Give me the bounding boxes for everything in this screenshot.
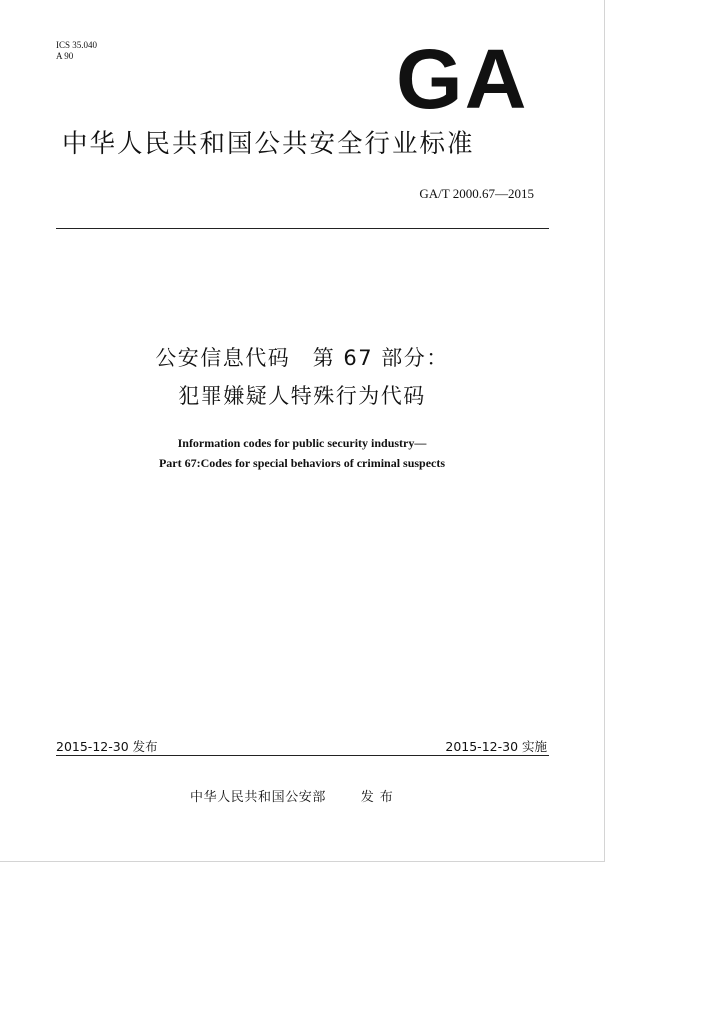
standard-number: GA/T 2000.67—2015 <box>419 186 534 201</box>
chinese-title-line1: 公安信息代码 第 67 部分： <box>155 346 449 370</box>
chinese-title-line2: 犯罪嫌疑人特殊行为代码 <box>178 384 426 408</box>
standard-body-title: 中华人民共和国公共安全行业标准 <box>62 129 475 159</box>
english-title-line2: Part 67:Codes for special behaviors of criminal suspects <box>158 456 446 470</box>
classification-codes <box>56 40 97 62</box>
bottom-divider <box>56 755 549 756</box>
top-divider <box>56 228 549 229</box>
english-title-line1: Information codes for public security industry— <box>177 436 427 450</box>
implementation-date: 2015-12-30 实施 <box>445 739 547 754</box>
issuer-action: 发布 <box>360 790 399 805</box>
issuer-line <box>190 786 399 805</box>
issuer-name: 中华人民共和国公安部 <box>190 790 327 805</box>
ccs-code: A 90 <box>56 51 74 61</box>
ga-logo: GA <box>396 32 529 126</box>
issue-date: 2015-12-30 发布 <box>56 739 158 754</box>
ics-code: ICS 35.040 <box>56 40 98 50</box>
